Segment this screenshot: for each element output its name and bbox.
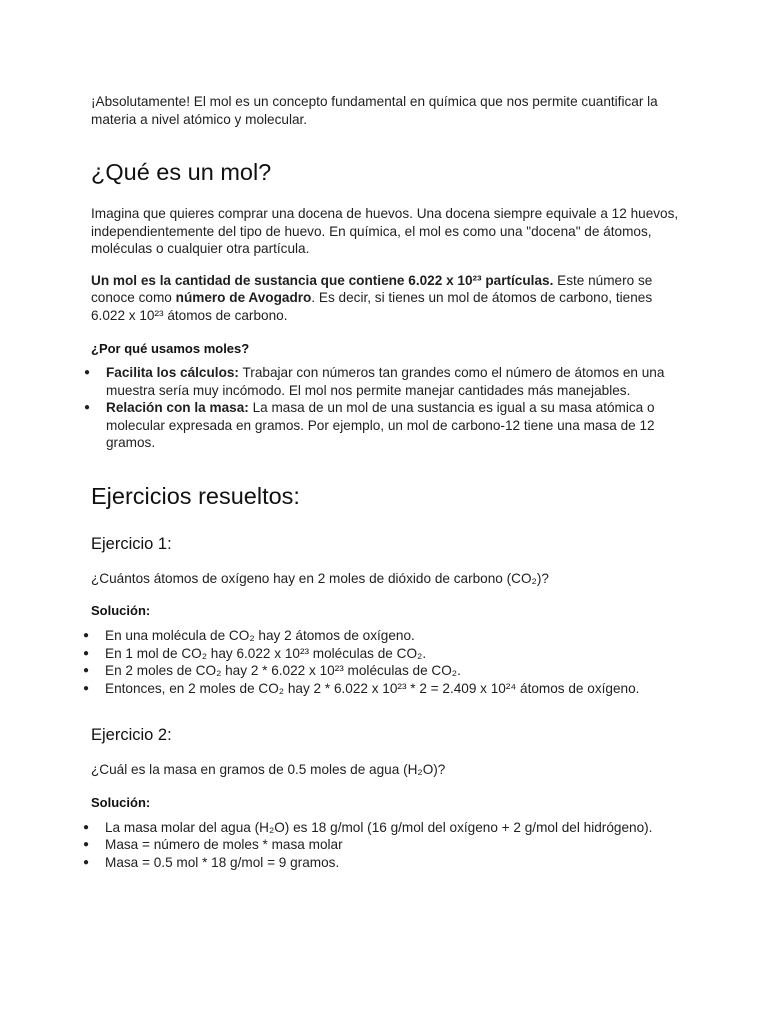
list-item [83, 836, 681, 854]
step-text: Masa = 0.5 mol * 18 g/mol = 9 gramos. [105, 854, 340, 870]
exercise-2-question: ¿Cuál es la masa en gramos de 0.5 moles de agua (H₂O)? [91, 762, 446, 777]
list-item [84, 364, 681, 399]
mol-definition-bold: Un mol es la cantidad de sustancia que contiene 6.022 x 10²³ partículas. [91, 272, 554, 288]
bullet-icon: ● [83, 647, 90, 659]
list-item [83, 854, 681, 872]
reason-text: Trabajar con números tan grandes como el número de átomos en una muestra sería muy incómodo. El mol nos permite manejar cantidades más manejables. [106, 365, 665, 398]
heading-que-es-un-mol: ¿Qué es un mol? [91, 159, 272, 185]
bullet-icon: ● [83, 856, 90, 868]
exercise-1-title: Ejercicio 1: [91, 534, 172, 553]
step-text: En 1 mol de CO₂ hay 6.022 x 10²³ moléculas de CO₂. [105, 645, 427, 661]
exercise-1-solution-label: Solución: [91, 603, 151, 618]
avogadro-term-bold: número de Avogadro [175, 290, 312, 305]
reason-label: Facilita los cálculos: [106, 365, 239, 380]
bullet-icon: ● [83, 665, 90, 676]
intro-paragraph: ¡Absolutamente! El mol es un concepto fundamental en química que nos permite cuantificar la materia a nivel atómico y molecular. [91, 94, 658, 127]
step-text: En una molécula de CO₂ hay 2 átomos de oxígeno. [105, 628, 415, 643]
list-item [83, 819, 681, 837]
avogadro-text-a: Este número se conoce como [91, 272, 653, 305]
step-text: Entonces, en 2 moles de CO₂ hay 2 * 6.022 x 10²³ * 2 = 2.409 x 10²⁴ átomos de oxígeno. [105, 680, 640, 696]
bullet-icon: ● [83, 821, 90, 833]
step-text: En 2 moles de CO₂ hay 2 * 6.022 x 10²³ moléculas de CO₂. [105, 663, 461, 678]
step-text: La masa molar del agua (H₂O) es 18 g/mol (16 g/mol del oxígeno + 2 g/mol del hidrógeno). [105, 819, 653, 835]
list-item [83, 680, 681, 698]
reasons-list [84, 364, 681, 452]
exercise-1-question: ¿Cuántos átomos de oxígeno hay en 2 moles de dióxido de carbono (CO₂)? [91, 570, 549, 586]
document-content [83, 93, 681, 871]
list-item [84, 399, 681, 452]
exercise-2-steps [83, 819, 681, 872]
bullet-icon: ● [83, 839, 90, 850]
subheading-por-que-moles: ¿Por qué usamos moles? [91, 341, 250, 356]
exercise-2-solution-label: Solución: [91, 794, 151, 810]
bullet-icon: ● [84, 402, 91, 413]
list-item [83, 645, 681, 663]
bullet-icon: ● [84, 367, 91, 378]
bullet-icon: ● [83, 682, 90, 694]
exercise-1-steps [83, 627, 681, 697]
mol-analogy-paragraph: Imagina que quieres comprar una docena de huevos. Una docena siempre equivale a 12 huevos, independientemente del tipo de huevo. En química, el mol es como una "docena" de átomos, moléculas o cualquier otra partícula. [91, 206, 679, 256]
heading-ejercicios: Ejercicios resueltos: [91, 482, 300, 509]
reason-text: La masa de un mol de una sustancia es igual a su masa atómica o molecular expresada en gramos. Por ejemplo, un mol de carbono-12 tiene una masa de 12 gramos. [106, 400, 655, 450]
avogadro-paragraph [91, 272, 681, 325]
avogadro-text-b: . Es decir, si tienes un mol de átomos de carbono, tienes 6.022 x 10²³ átomos de carbono. [91, 290, 653, 323]
step-text: Masa = número de moles * masa molar [105, 837, 343, 852]
exercise-2-title: Ejercicio 2: [91, 726, 172, 744]
list-item [83, 627, 681, 645]
list-item [83, 662, 681, 680]
reason-label: Relación con la masa: [106, 400, 249, 415]
bullet-icon: ● [83, 630, 90, 641]
